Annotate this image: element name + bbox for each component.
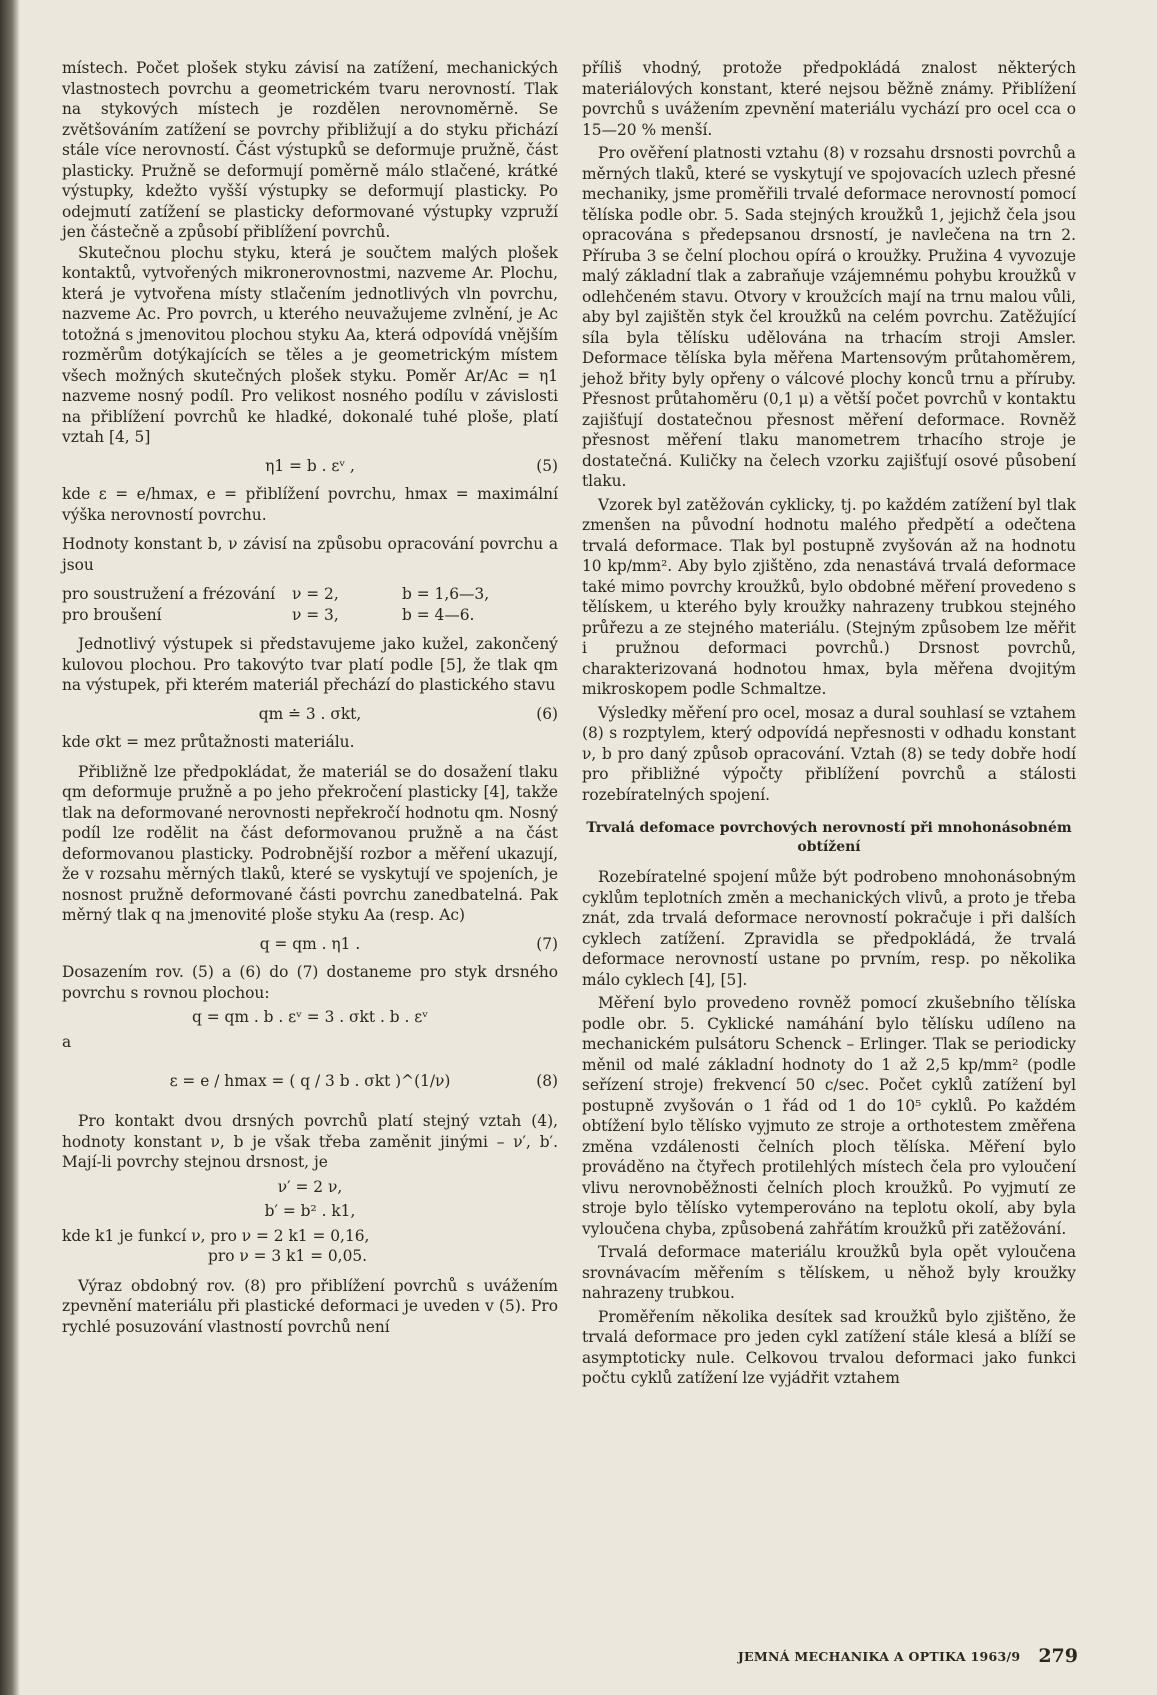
equation-text: ε = e / hmax = ( q / 3 b . σkt )^(1/ν) [169,1071,451,1090]
paragraph: místech. Počet plošek styku závisí na zatížení, mechanických vlastnostech povrchu a geometrickém tvaru nerovností. Tlak na stykových místech je rozdělen nerovnoměrně. Se zvětšováním zatížení se povrchy přibližují a do styku přichází stále více nerovností. Část výstupků se deformuje pružně, část plasticky. Pružně se deformují poměrně málo stlačené, krátké výstupky, kdežto vyšší výstupky se deformují plasticky. Po odejmutí zatížení se plasticky deformované výstupky vzpruží jen částečně a způsobí přiblížení povrchů. [62,59,558,241]
paragraph: Trvalá deformace materiálu kroužků byla opět vyloučena srovnávacím měřením s tělískem, u něhož byly kroužky nahrazeny trubkou. [582,1243,1076,1302]
equation-9a: ν′ = 2 ν, [277,1177,343,1196]
paragraph: Skutečnou plochu styku, která je součtem malých plošek kontaktů, vytvořených mikronerovnostmi, nazveme Ar. Plochu, která je vytvořena místy stlačením jednotlivých vln povrchu, nazveme Ac. Pro povrch, u kterého neuvažujeme zvlnění, je Ac totožná s jmenovitou plochou styku Aa, která odpovídá vnějším rozměrům dotýkajících se těles a je geometrickým místem všech možných skutečných plošek styku. Poměr Ar/Ac = η1 nazveme nosný podíl. Pro velikost nosného podílu v závislosti na přiblížení povrchů ke hladké, dokonalé tuhé ploše, platí vztah [4, 5] [62,243,558,446]
paragraph: Dosazením rov. (5) a (6) do (7) dostaneme pro styk drsného povrchu s rovnou plochou: [62,963,558,1002]
paragraph: Rozebíratelné spojení může být podrobeno mnohonásobným cyklům teplotních změn a mechanických vlivů, a proto je třeba znát, zda trvalá deformace nerovností pokračuje i při dalších cyklech zatížení. Zpravidla se předpokládá, že trvalá deformace nerovností ustane po prvním, resp. po několika málo cyklech [4], [5]. [582,868,1076,989]
equation-7 [62,934,558,955]
paragraph: a [62,1032,72,1051]
section-heading: Trvalá defomace povrchových nerovností při mnohonásobném obtížení [586,820,1072,855]
right-column [582,58,1076,1389]
equation-text: qm ≐ 3 . σkt, [258,704,362,723]
row-label: pro soustružení a frézování [62,585,276,603]
paragraph: kde k1 je funkcí ν, pro ν = 2 k1 = 0,16, [62,1226,370,1245]
paragraph: Hodnoty konstant b, ν závisí na způsobu opracování povrchu a jsou [62,535,558,574]
page-footer [737,1641,1078,1671]
equation-text: η1 = b . εᵛ , [265,456,355,475]
paragraph: pro ν = 3 k1 = 0,05. [208,1247,368,1265]
paragraph: Výraz obdobný rov. (8) pro přiblížení povrchů s uvážením zpevnění materiálu při plastické deformaci je uveden v (5). Pro rychlé posuzování vlastností povrchů není [62,1276,558,1336]
row-value: ν = 3, [292,605,339,624]
equation-9b: b′ = b² . k1, [264,1202,356,1220]
journal-name: JEMNÁ MECHANIKA A OPTIKA 1963/9 [737,1648,1021,1664]
constants-table [62,584,558,625]
paragraph: Přibližně lze předpokládat, že materiál se do dosažení tlaku qm deformuje pružně a po jeho překročení plasticky [4], takže tlak na deformované nerovnosti nepřekročí hodnotu qm. Nosný podíl lze rodělit na část deformovanou pružně a na část deformovanou plasticky. Podrobnější rozbor a měření ukazují, že v rozsahu měrných tlaků, které se vyskytují ve spojeních, je nosnost pružně deformované části povrchu zanedbatelná. Pak měrný tlak q na jmenovité ploše styku Aa (resp. Ac) [62,762,558,924]
paragraph: Jednotlivý výstupek si představujeme jako kužel, zakončený kulovou plochou. Pro takovýto tvar platí podle [5], že tlak qm na výstupek, při kterém materiál přechází do plastického stavu [62,635,558,694]
row-value: b = 1,6—3, [402,585,490,603]
equation-6 [62,704,558,725]
paragraph: kde ε = e/hmax, e = přiblížení povrchu, hmax = maximální výška nerovností povrchu. [62,485,558,524]
equation-number: (8) [536,1072,558,1090]
paragraph: příliš vhodný, protože předpokládá znalost některých materiálových konstant, které nejsou běžně známy. Přiblížení povrchů s uvážením zpevnění materiálu vychází pro ocel cca o 15—20 % menší. [582,59,1076,139]
equation-number: (6) [536,704,558,723]
paragraph: Vzorek byl zatěžován cyklicky, tj. po každém zatížení byl tlak zmenšen na původní hodnotu malého předpětí a odečtena trvalá deformace. Tlak byl postupně zvyšován až na hodnotu 10 kp/mm². Aby bylo zjištěno, zda nenastává trvalá deformace také mimo povrchy kroužků, bylo obdobné měření provedeno s tělískem, u kterého byly kroužky nahrazeny trubkou stejného průřezu a ze stejného materiálu. (Stejným způsobem lze měřit i pružnou deformaci povrchů.) Drsnost povrchů, charakterizovaná hodnotou hmax, byla měřena dvojitým mikroskopem podle Schmaltze. [582,495,1076,698]
constants-row [62,584,558,605]
paragraph: Proměřením několika desítek sad kroužků bylo zjištěno, že trvalá deformace pro jeden cykl zatížení stále klesá a blíží se asymptoticky nule. Celkovou trvalou deformaci jako funkci počtu cyklů zatížení lze vyjádřit vztahem [582,1307,1076,1387]
equation-8 [62,1060,558,1102]
row-value: b = 4—6. [402,605,475,624]
equation-number: (7) [536,934,558,953]
constants-row [62,605,558,626]
row-value: ν = 2, [292,585,339,603]
paragraph: Pro kontakt dvou drsných povrchů platí stejný vztah (4), hodnoty konstant ν, b je však třeba zaměnit jinými – ν′, b′. Mají-li povrchy stejnou drsnost, je [62,1112,558,1171]
paragraph: kde σkt = mez průtažnosti materiálu. [62,733,355,751]
equation-5 [62,456,558,477]
paragraph: Pro ověření platnosti vztahu (8) v rozsahu drsnosti povrchů a měrných tlaků, které se vyskytují ve spojovacích uzlech přesné mechaniky, jsme proměřili trvalé deformace nerovností pomocí tělíska podle obr. 5. Sada stejných kroužků 1, jejichž čela jsou opracována s předepsanou drsností, je navlečena na trn 2. Příruba 3 se čelní plochou opírá o kroužky. Pružina 4 vyvozuje malý základní tlak a zabraňuje vzájemnému pohybu kroužků v odlehčeném stavu. Otvory v kroužcích mají na trnu malou vůli, aby byl zajištěn styk čel kroužků na celém povrchu. Zatěžující síla byla tělísku udělována na trhacím stroji Amsler. Deformace tělíska byla měřena Martensovým průtahoměrem, jehož břity byly opřeny o válcové plochy konců trnu a příruby. Přesnost průtahoměru (0,1 μ) a větší počet povrchů v kontaktu zajišťují dostatečnou přesnost měření deformace. Rovněž přesnost měření tlaku manometrem trhacího stroje je dostatečná. Kuličky na čelech vzorku zajišťují osové působení tlaku. [582,144,1076,490]
paragraph: Výsledky měření pro ocel, mosaz a dural souhlasí se vztahem (8) s rozptylem, který odpovídá nepřesnosti v odhadu konstant ν, b pro daný způsob opracování. Vztah (8) se tedy dobře hodí pro přibližné výpočty přiblížení povrchů a stálosti rozebíratelných spojení. [582,703,1076,804]
book-binding-shadow [0,0,20,1695]
page-number: 279 [1038,1645,1078,1667]
equation-text: q = qm . η1 . [259,934,361,953]
equation-number: (5) [536,456,558,475]
equation-8a: q = qm . b . εᵛ = 3 . σkt . b . εᵛ [192,1008,428,1026]
paragraph: Měření bylo provedeno rovněž pomocí zkušebního tělíska podle obr. 5. Cyklické namáhání bylo tělísku udíleno na mechanickém pulsátoru Schenck – Erlinger. Tlak se periodicky měnil od malé základní hodnoty do 1 až 2,5 kp/mm² (podle seřízení stroje) frekvencí 50 c/sec. Počet cyklů zatížení byl postupně zvyšován o 1 řád od 1 do 10⁵ cyklů. Po každém obtížení bylo tělísko vyjmuto ze stroje a orthotestem změřena změna vzdálenosti čelních ploch tělíska. Měření bylo prováděno na čtyřech protilehlých místech čela pro vyloučení vlivu nerovnoběžnosti čelních ploch kroužků. Po vyjmutí ze stroje bylo tělísko vytemperováno na teplotu okolí, aby byla vyloučena chyba, způsobená zahřátím kroužků při zatěžování. [582,994,1076,1238]
row-label: pro broušení [62,605,162,624]
left-column [62,58,558,1337]
